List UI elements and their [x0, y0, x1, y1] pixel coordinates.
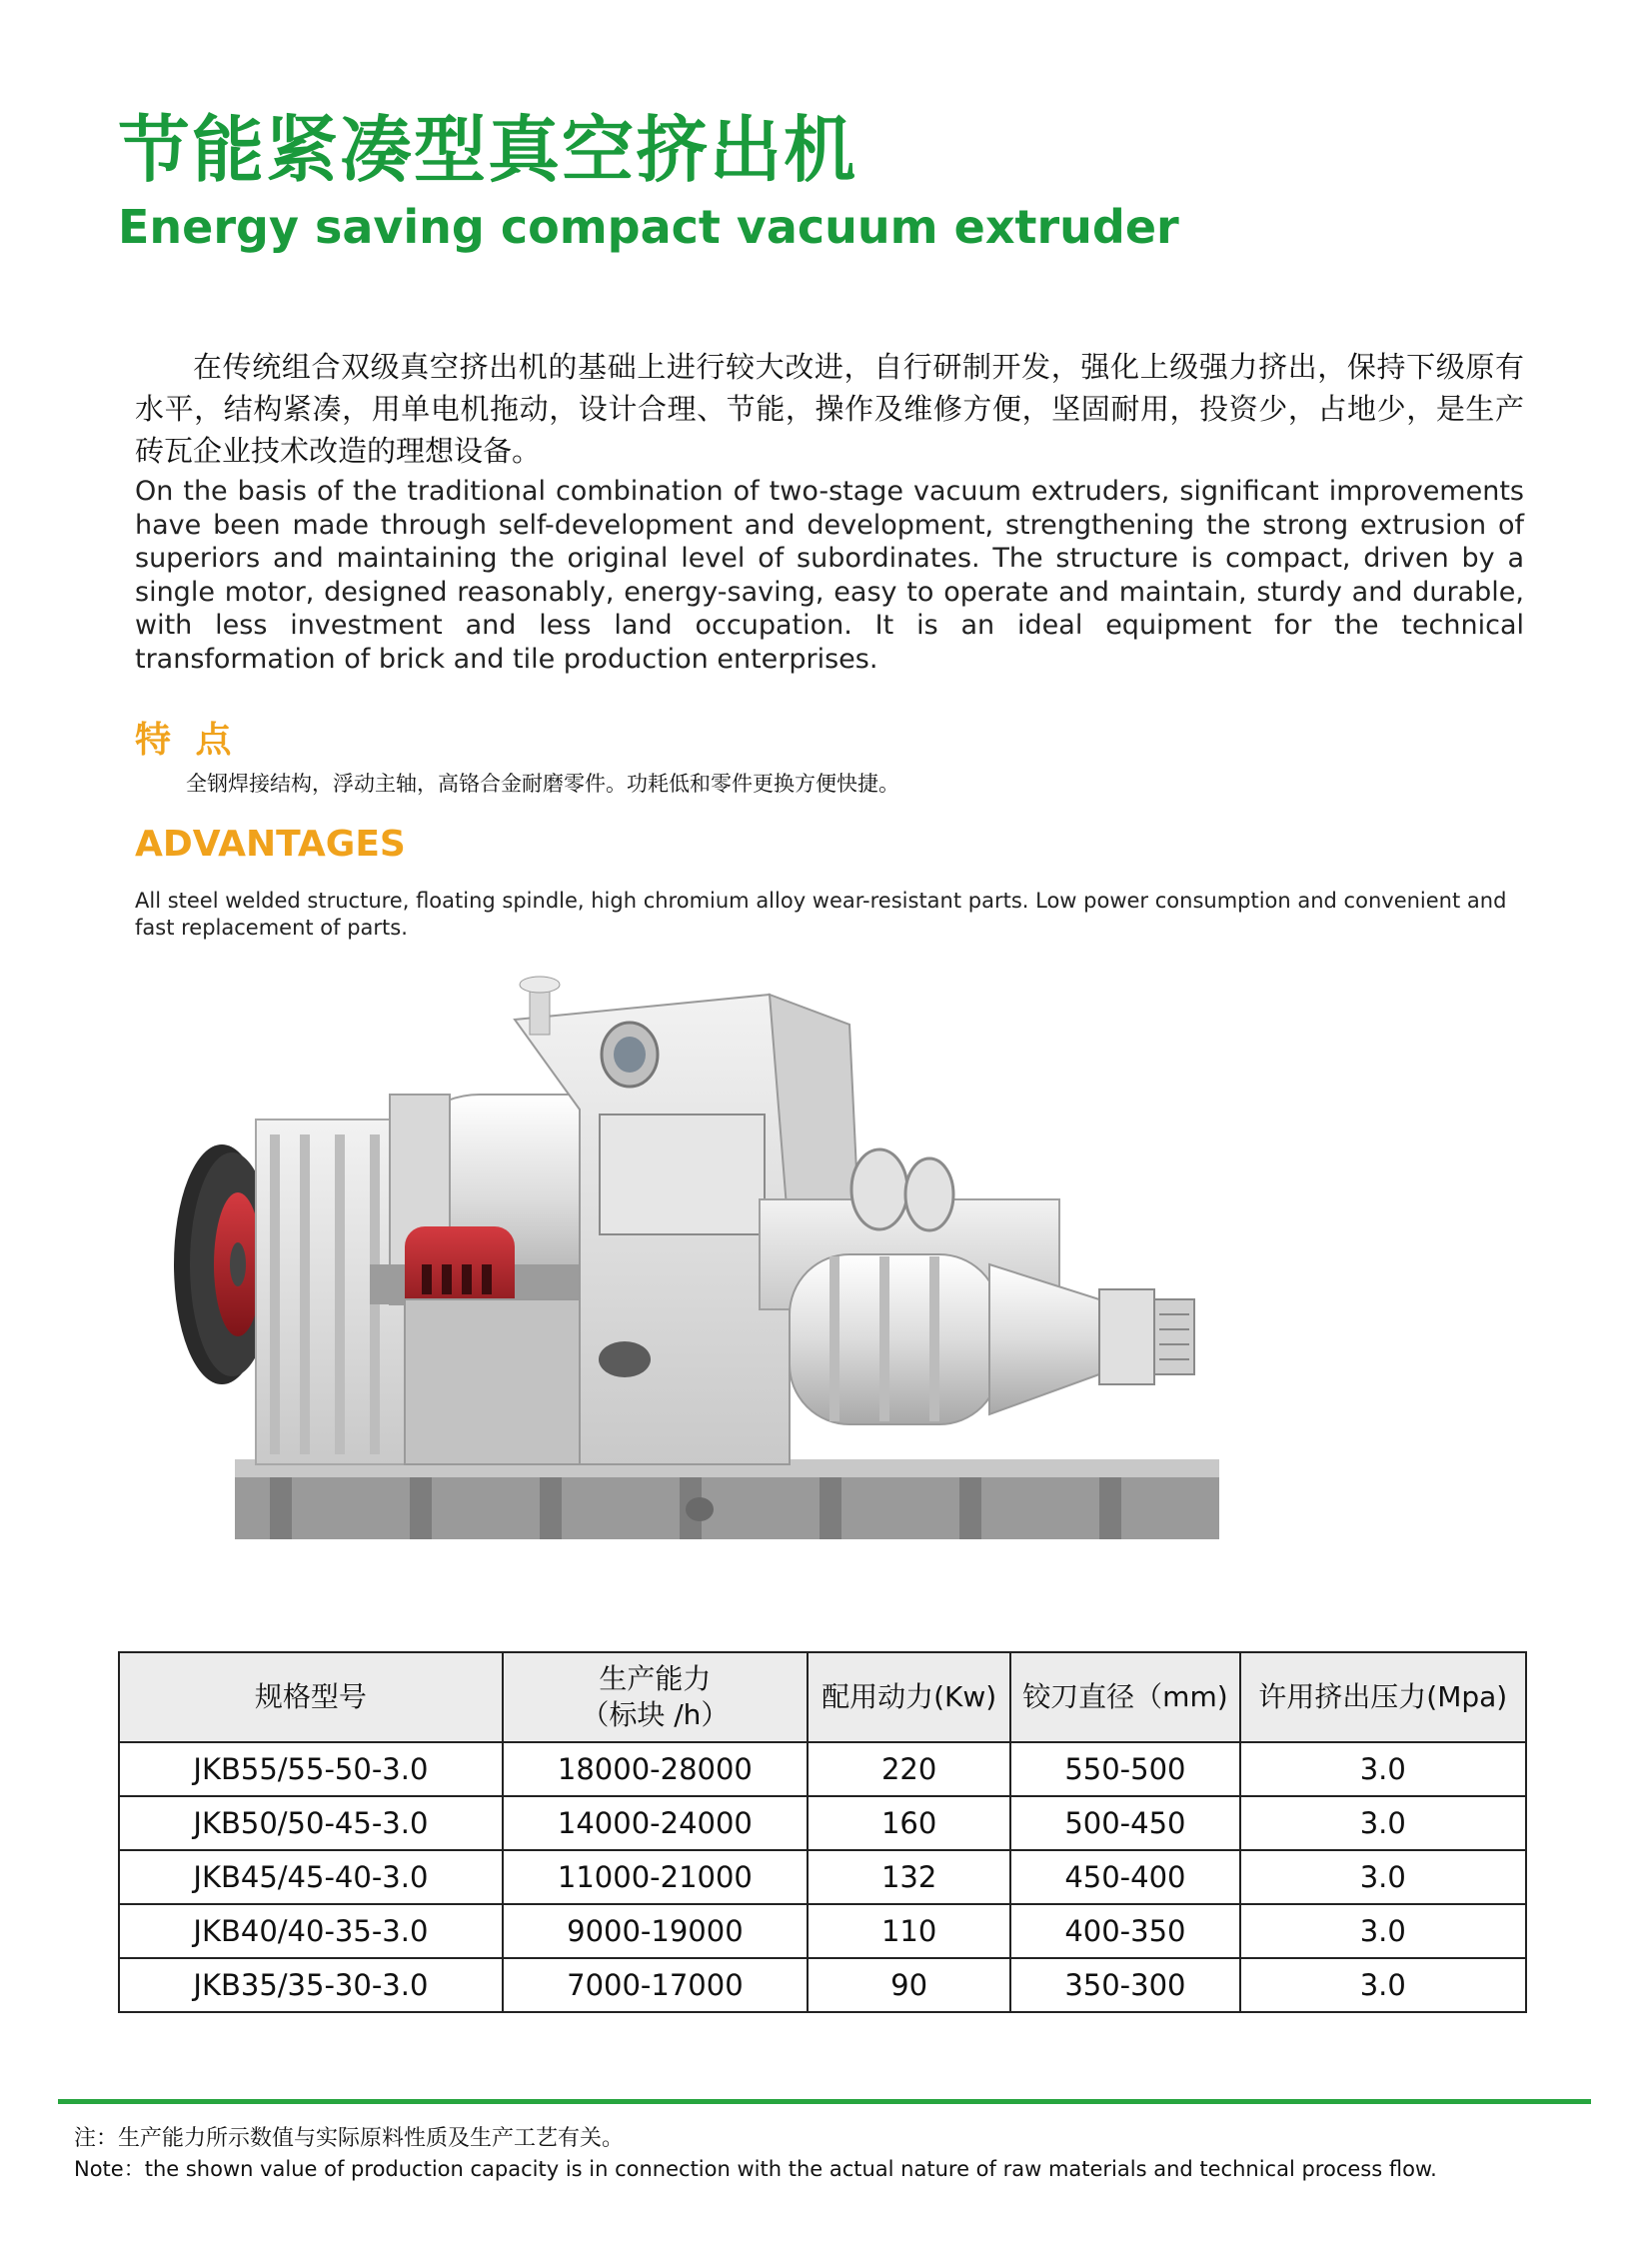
cell-capacity: 9000-19000	[503, 1904, 808, 1958]
page-title-cn: 节能紧凑型真空挤出机	[118, 108, 858, 192]
cell-pressure: 3.0	[1240, 1850, 1527, 1904]
cell-diameter: 550-500	[1010, 1742, 1239, 1796]
table-row	[119, 1742, 1526, 1796]
cell-power: 160	[808, 1796, 1010, 1850]
cell-power: 90	[808, 1958, 1010, 2012]
intro-paragraph-cn: 在传统组合双级真空挤出机的基础上进行较大改进，自行研制开发，强化上级强力挤出，保持下级原有水平，结构紧凑，用单电机拖动，设计合理、节能，操作及维修方便，坚固耐用，投资少，占地少，是生产砖瓦企业技术改造的理想设备。	[135, 350, 1524, 468]
footer-divider	[58, 2099, 1591, 2104]
cell-model: JKB35/35-30-3.0	[119, 1958, 503, 2012]
cell-capacity: 11000-21000	[503, 1850, 808, 1904]
advantages-text: All steel welded structure, floating spindle, high chromium alloy wear-resistant parts. Low power consumption and convenient and fast replacement of parts.	[135, 889, 1507, 940]
header-extrusion-pressure: 许用挤出压力(Mpa)	[1240, 1652, 1527, 1742]
features-text-cn: 全钢焊接结构，浮动主轴，高铬合金耐磨零件。功耗低和零件更换方便快捷。	[186, 772, 899, 796]
cell-power: 220	[808, 1742, 1010, 1796]
cell-capacity: 7000-17000	[503, 1958, 808, 2012]
cell-model: JKB40/40-35-3.0	[119, 1904, 503, 1958]
header-capacity-line1: 生产能力	[599, 1662, 712, 1695]
cell-power: 132	[808, 1850, 1010, 1904]
header-capacity	[503, 1652, 808, 1742]
vacuum-extruder-image	[160, 965, 1499, 1584]
spec-table-header-row	[119, 1652, 1526, 1742]
header-capacity-line2: （标块 /h）	[581, 1698, 730, 1731]
table-row	[119, 1850, 1526, 1904]
cell-model: JKB45/45-40-3.0	[119, 1850, 503, 1904]
cell-power: 110	[808, 1904, 1010, 1958]
spec-table	[118, 1651, 1527, 2013]
cell-pressure: 3.0	[1240, 1904, 1527, 1958]
cell-diameter: 350-300	[1010, 1958, 1239, 2012]
table-row	[119, 1904, 1526, 1958]
table-row	[119, 1958, 1526, 2012]
cell-pressure: 3.0	[1240, 1796, 1527, 1850]
footnote-cn: 注：生产能力所示数值与实际原料性质及生产工艺有关。	[74, 2126, 625, 2151]
page-title-en: Energy saving compact vacuum extruder	[118, 200, 1179, 254]
table-row	[119, 1796, 1526, 1850]
cell-diameter: 400-350	[1010, 1904, 1239, 1958]
cell-capacity: 18000-28000	[503, 1742, 808, 1796]
advantages-heading: ADVANTAGES	[135, 824, 406, 865]
header-reamer-diameter: 铰刀直径（mm)	[1010, 1652, 1239, 1742]
footnote-en: Note：the shown value of production capacity is in connection with the actual nature of raw materials and technical process flow.	[74, 2157, 1437, 2181]
cell-diameter: 450-400	[1010, 1850, 1239, 1904]
cell-model: JKB50/50-45-3.0	[119, 1796, 503, 1850]
intro-paragraph-en: On the basis of the traditional combination of two-stage vacuum extruders, significant improvements have been made through self-development and development, strengthening the strong extrusion of superiors and maintaining the original level of subordinates. The structure is compact, driven by a single motor, designed reasonably, energy-saving, easy to operate and maintain, sturdy and durable, with less investment and less land occupation. It is an ideal equipment for the technical transformation of brick and tile production enterprises.	[135, 476, 1524, 675]
header-power: 配用动力(Kw)	[808, 1652, 1010, 1742]
cell-model: JKB55/55-50-3.0	[119, 1742, 503, 1796]
header-model: 规格型号	[119, 1652, 503, 1742]
features-heading-cn: 特 点	[135, 720, 238, 761]
cell-pressure: 3.0	[1240, 1742, 1527, 1796]
cell-pressure: 3.0	[1240, 1958, 1527, 2012]
cell-capacity: 14000-24000	[503, 1796, 808, 1850]
cell-diameter: 500-450	[1010, 1796, 1239, 1850]
